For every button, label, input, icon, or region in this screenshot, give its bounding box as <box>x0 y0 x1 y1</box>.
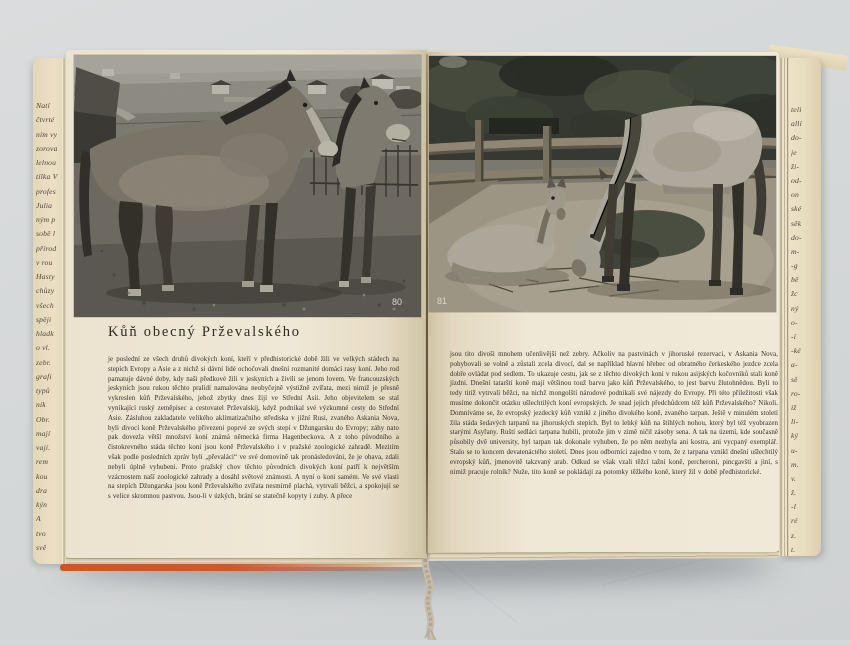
edge-text-fragment: tvo <box>36 529 46 538</box>
edge-text-fragment: hladk <box>36 330 54 338</box>
edge-text-fragment: čtvrté <box>36 116 55 125</box>
edge-text-fragment: t. <box>791 545 796 554</box>
edge-text-fragment: ž. <box>791 489 797 498</box>
bookmark-ribbon <box>413 554 447 640</box>
edge-text-fragment: allí <box>791 120 802 129</box>
edge-text-fragment: do- <box>791 134 802 143</box>
edge-text-fragment: sě <box>791 375 798 384</box>
edge-text-fragment: chůzy <box>36 287 55 296</box>
edge-text-fragment: sěk <box>791 219 802 228</box>
photo-page-number: 80 <box>392 297 403 307</box>
edge-text-fragment: sobě l <box>36 230 56 239</box>
edge-text-fragment: a- <box>791 361 798 370</box>
edge-text-fragment: přírod <box>36 244 57 253</box>
edge-text-fragment: žc <box>791 290 798 299</box>
edge-text-fragment: ný <box>791 304 799 313</box>
edge-text-fragment: o- <box>791 318 798 327</box>
edge-text-fragment: Hasty <box>36 273 55 281</box>
edge-text-fragment: -ké <box>791 347 801 356</box>
edge-text-fragment: Julia <box>36 201 53 210</box>
right-page-body-text: jsou tito divoši mnohem učenlivější než zebry. Ačkoliv na pastvinách v jihoruské rezervaci, v Askania Nova, pohybovali se volně a zůstali zcela divocí, dal se například hlavní hřebec od obratného čerkeského jezdce zcela dobře ovládat pod sedlem. To ukazuje cestu, jak se z těchto divokých koní v rukou asijských kočovníků stali koně jízdní. Dnešní tatarští koně mají většinou touž barvu jako kůň Prževalského, to jest barvu žlutohnědou. Byli to tedy titíž vytrvalí běžci, na nichž mongolští národové podnikali své nájezdy do Evropy. Při této příležitosti však musíme dokončit otázku ušlechtilých koní evropských. Je snad jejich předchůdcem též kůň Prževalského? Nikoli. Domníváme se, že evropský jezdecký kůň vznikl z jiného divokého koně, zvaného tarpan. Ještě v minulém století žila stáda šedavých tarpanů na jihoruských stepích. Byl to lehký kůň na štíhlých nohou, který byl též vyobrazen starými Asyřany. Ruští sedláci tarpana hubili, protože jim v zimě ničil zásoby sena. A tak na území, kde současně působily dvě university, byl tarpan tak dokonale vyhuben, že po něm nezbyla ani kostra, ani vycpaný exemplář. Stalo se to koncem devatenáctého století. Dnes jsou odborníci zajedno v tom, že z tarpana vznikl dnešní ušlechtilý evropský kůň, jmenovitě takzvaný arab. Odkud se však vzali těžcí tažní koně, percheroni, pincgavští a jiní, s nimiž pracuje rolník? Nuže, tito koně se pokládají za potomky těžkého koně, který žil v době předhistorické. <box>450 351 778 476</box>
edge-text-fragment: typů <box>36 387 50 395</box>
edge-text-fragment: svě <box>36 543 47 552</box>
edge-text-fragment: všech <box>36 301 54 310</box>
edge-text-fragment: od- <box>791 176 802 185</box>
edge-text-fragment: zorova <box>36 144 58 153</box>
edge-text-fragment: Natí <box>36 102 50 110</box>
photo-two-przewalski-horses <box>74 55 421 317</box>
edge-text-fragment: -l <box>791 503 797 512</box>
edge-text-fragment: z. <box>791 531 797 540</box>
edge-text-fragment: m. <box>791 460 799 469</box>
edge-text-fragment: v rou <box>36 258 53 267</box>
left-page <box>66 50 427 558</box>
edge-text-fragment: profes <box>36 187 56 196</box>
book-gutter <box>426 54 428 554</box>
left-page-body-text: je poslední ze všech druhů divokých koní, kteří v předhistorické době žili ve velkých stádech na stepích Evropy a Asie a z nichž si dávní lidé ochočovali dnešní rozmanité domácí rasy koní. Jeho rod pamatuje dávné doby, kdy naši předkové žili v jeskyních a živili se jenom lovem. Ve francouzských jeskyních jsou rukou těchto pralidí namalována neobyčejně výstižně zvířata, mezi nimiž je přesně vykreslen kůň Prževalského, jehož zbytky dnes žijí ve Střední Asii. Jeho objevitelem se stal vynikající ruský zeměpisec a cestovatel Prževalskij, když podnikal své výzkumné cesty do Střední Asie. Zásluhou zakladatele velikého aklimatizačního střediska v jižní Rusi, zvaného Askania Nova, byli divocí koně Prževalského přivezeni poprvé ze svých stepí v Džungarsku do Evropy; záhy nato pak dovezla větší množství koní známá německá firma Hagenbeckova. A z toho původního a čistokrevného stáda těchto koní jsou koně Prževalského i v pražské zoologické zahradě. Mezitím však podle posledních zpráv byli „převaláci“ ve své domovině tak pronásledováni, že je obava, zdali nebyli úplně vyhubeni. Proto pražský chov těchto původních divokých koní patří k největším vzácnostem naší zoologické zahrady a dosáhl světové známosti. A nyní o koni samém. Ve své vlasti na stepích Džungarska jsou koně Prževalského zvířata nesmírně plachá, vytrvalí běžci, a spokojují se s velice skromnou pastvou. Jsou-li v úzkých, brání se statečně kopyty i zuby. A přece <box>108 356 399 501</box>
edge-text-fragment: ži- <box>791 162 800 171</box>
edge-text-fragment: zebr. <box>36 358 52 367</box>
edge-text-fragment: ník <box>36 401 46 410</box>
page-edge-stack-right <box>779 58 821 556</box>
edge-text-fragment: li- <box>791 418 799 427</box>
edge-text-fragment: o vl. <box>36 344 51 353</box>
edge-text-fragment: v. <box>791 474 797 483</box>
edge-text-fragment: bě <box>791 276 799 285</box>
edge-text-fragment: ným p <box>36 216 56 224</box>
edge-text-fragment: rem <box>36 458 49 467</box>
edge-text-column-left <box>36 102 66 552</box>
photo-mare-and-foal <box>429 56 776 312</box>
edge-text-fragment: kou <box>36 472 48 481</box>
edge-text-fragment: ro- <box>791 389 801 398</box>
edge-text-fragment: spěji <box>36 315 52 324</box>
edge-text-fragment: ské <box>791 205 802 214</box>
photo-page-number: 81 <box>437 296 448 306</box>
edge-text-fragment: iž <box>791 403 797 412</box>
edge-text-fragment: teli <box>791 106 802 114</box>
edge-text-fragment: -g <box>791 262 798 271</box>
edge-text-fragment: kýn <box>36 501 48 509</box>
edge-text-fragment: m- <box>791 247 800 256</box>
edge-text-fragment: grafi <box>36 372 52 381</box>
edge-text-fragment: dra <box>36 486 48 495</box>
right-page <box>427 52 779 552</box>
edge-text-fragment: ním vy <box>36 130 58 139</box>
edge-text-fragment: ký <box>791 432 799 441</box>
edge-text-fragment: -í <box>791 333 797 341</box>
edge-text-fragment: lelnou <box>36 159 57 167</box>
edge-text-fragment: mají <box>36 429 51 438</box>
chapter-title: Kůň obecný Prževalského <box>108 324 301 340</box>
edge-text-fragment: ré <box>791 517 798 526</box>
edge-text-fragment: A <box>36 515 41 524</box>
orange-cover-edge <box>60 564 432 571</box>
edge-text-column-right <box>791 106 817 554</box>
edge-text-fragment: do- <box>791 233 802 242</box>
edge-text-fragment: on <box>791 191 799 200</box>
edge-text-fragment: u- <box>791 446 798 455</box>
edge-text-fragment: vají. <box>36 444 51 452</box>
edge-text-fragment: je <box>791 148 797 157</box>
edge-text-fragment: Obr. <box>36 415 51 424</box>
edge-text-fragment: tílka V <box>36 173 58 182</box>
